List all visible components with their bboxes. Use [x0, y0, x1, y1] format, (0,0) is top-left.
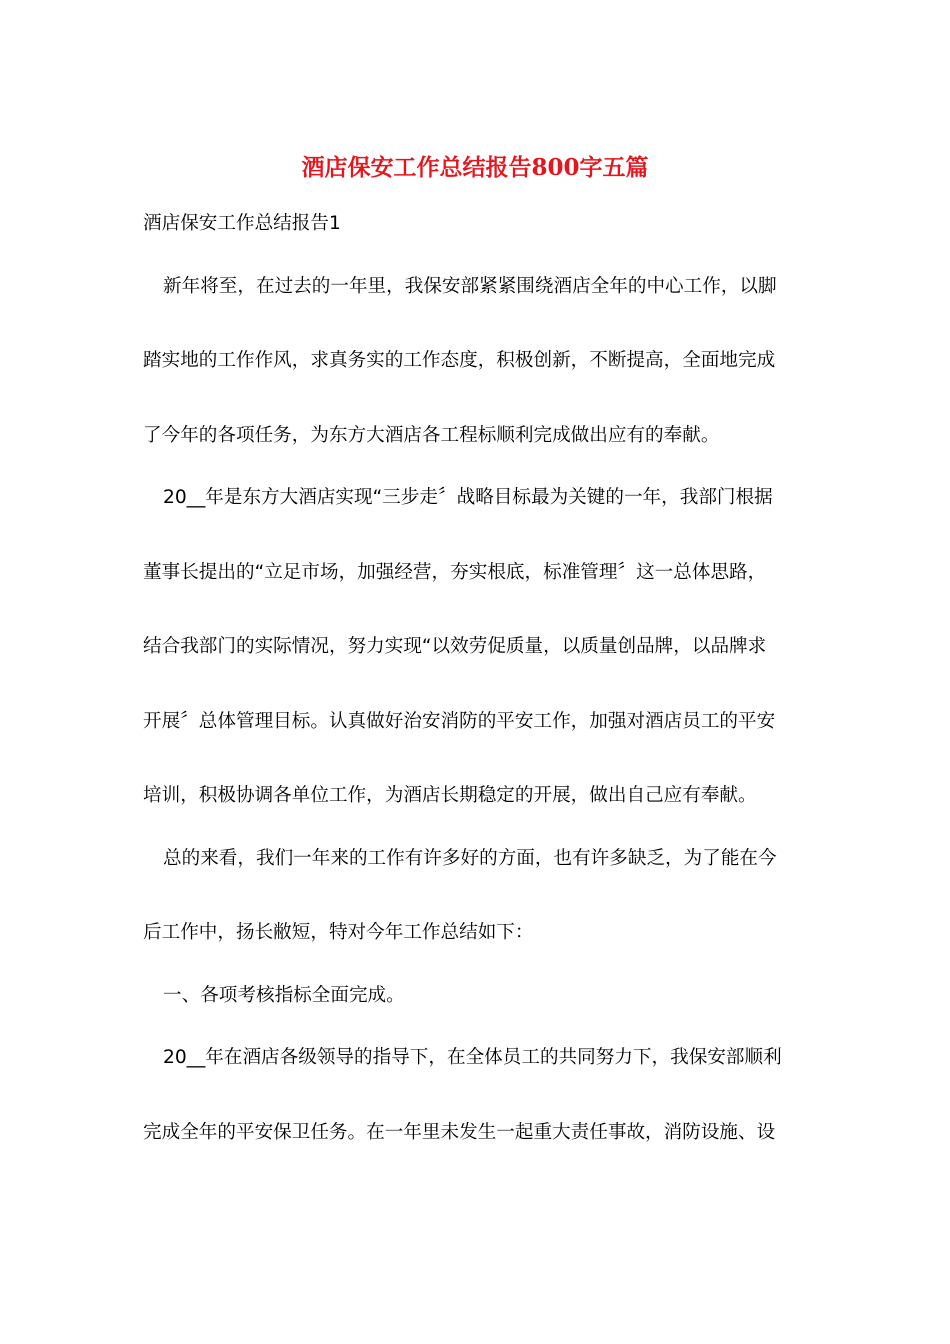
- text-line: 后工作中，扬长敝短，特对今年工作总结如下：: [143, 922, 534, 943]
- text-line: 结合我部门的实际情况，努力实现“以效劳促质量，以质量创品牌，以品牌求: [143, 636, 767, 657]
- text-line: 20__年是东方大酒店实现“三步走〞战略目标最为关键的一年，我部门根据: [163, 487, 773, 508]
- text-line: 完成全年的平安保卫任务。在一年里未发生一起重大责任事故，消防设施、设: [143, 1122, 776, 1143]
- text-line: 踏实地的工作作风，求真务实的工作态度，积极创新，不断提高，全面地完成: [143, 350, 776, 371]
- text-line: 培训，积极协调各单位工作，为酒店长期稳定的开展，做出自己应有奉献。: [143, 785, 757, 806]
- text-line: 新年将至，在过去的一年里，我保安部紧紧围绕酒店全年的中心工作，以脚: [163, 276, 777, 297]
- document-title: 酒店保安工作总结报告800字五篇: [301, 154, 649, 181]
- text-line: 了今年的各项任务，为东方大酒店各工程标顺利完成做出应有的奉献。: [143, 425, 720, 446]
- text-line: 董事长提出的“立足市场，加强经营，夯实根底，标准管理〞这一总体思路，: [143, 562, 767, 583]
- text-line: 总的来看，我们一年来的工作有许多好的方面，也有许多缺乏，为了能在今: [163, 848, 777, 869]
- text-line: 20__年在酒店各级领导的指导下，在全体员工的共同努力下，我保安部顺利: [163, 1047, 782, 1068]
- section-heading: 酒店保安工作总结报告1: [143, 213, 341, 234]
- text-line: 开展〞总体管理目标。认真做好治安消防的平安工作，加强对酒店员工的平安: [143, 711, 776, 732]
- list-heading: 一、各项考核指标全面完成。: [163, 985, 405, 1006]
